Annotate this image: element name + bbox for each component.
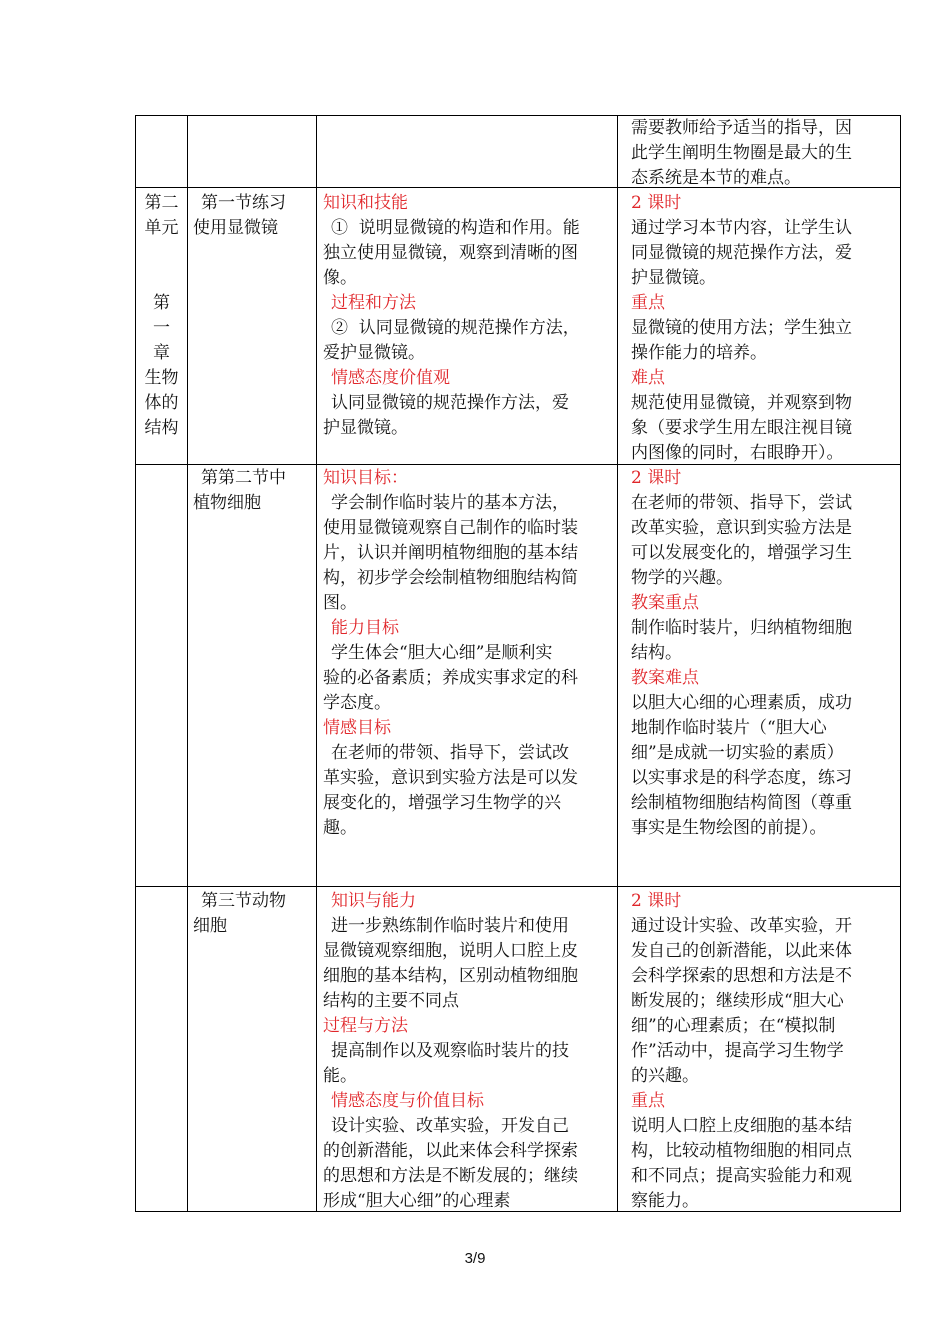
objective-text-line: 片，认识并阐明植物细胞的基本结 bbox=[323, 543, 578, 563]
cell-objectives-row-4 bbox=[323, 889, 615, 1214]
cell-objectives-row-2 bbox=[323, 191, 615, 441]
note-text-line: 内图像的同时，右眼睁开）。 bbox=[631, 443, 844, 463]
note-heading: 2 课时 bbox=[631, 891, 682, 911]
note-text-line: 以实事求是的科学态度，练习 bbox=[631, 768, 852, 788]
objective-text-line: 进一步熟练制作临时装片和使用 bbox=[331, 916, 569, 936]
cell-objectives-row-3 bbox=[323, 466, 615, 841]
objective-heading: 过程和方法 bbox=[331, 293, 416, 313]
note-text-line: 事实是生物绘图的前提）。 bbox=[631, 818, 827, 838]
note-text-line: 可以发展变化的，增强学习生 bbox=[631, 543, 852, 563]
note-text-line: 同显微镜的规范操作方法，爱 bbox=[631, 243, 852, 263]
note-text-line: 细”是成就一切实验的素质） bbox=[631, 743, 844, 763]
objective-text-line: 结构的主要不同点 bbox=[323, 991, 459, 1011]
section-title-line: 第三节动物 bbox=[201, 891, 286, 911]
note-text-line: 构，比较动植物细胞的相同点 bbox=[631, 1141, 852, 1161]
section-title-line: 细胞 bbox=[193, 916, 227, 936]
objective-text-line: 构，初步学会绘制植物细胞结构简 bbox=[323, 568, 578, 588]
section-title-line: 植物细胞 bbox=[193, 493, 261, 513]
objective-text-line: ② 认同显微镜的规范操作方法， bbox=[331, 318, 580, 338]
note-text-line: 断发展的；继续形成“胆大心 bbox=[631, 991, 844, 1011]
objective-text-line: 独立使用显微镜，观察到清晰的图 bbox=[323, 243, 578, 263]
note-text-line: 物学的兴趣。 bbox=[631, 568, 733, 588]
note-text-line: 规范使用显微镜，并观察到物 bbox=[631, 393, 852, 413]
note-text-line: 说明人口腔上皮细胞的基本结 bbox=[631, 1116, 852, 1136]
cell-notes-row-1 bbox=[631, 116, 899, 191]
objective-text-line: 护显微镜。 bbox=[323, 418, 408, 438]
objective-text-line: 形成“胆大心细”的心理素 bbox=[323, 1191, 511, 1211]
column-divider-section bbox=[316, 115, 317, 1212]
objective-heading: 知识目标： bbox=[323, 468, 408, 488]
note-heading: 教案重点 bbox=[631, 593, 699, 613]
objective-text-line: 学态度。 bbox=[323, 693, 391, 713]
note-text-line: 操作能力的培养。 bbox=[631, 343, 767, 363]
cell-unit-row-2 bbox=[136, 191, 187, 441]
page-number: 3/9 bbox=[464, 1250, 486, 1267]
unit-text-line: 体的 bbox=[144, 393, 179, 413]
unit-text-line: 单元 bbox=[144, 218, 179, 238]
unit-text-line: 第 bbox=[153, 293, 170, 313]
unit-text-line: 第二 bbox=[144, 193, 179, 213]
row-divider-3 bbox=[135, 886, 901, 887]
objective-heading: 知识与能力 bbox=[331, 891, 416, 911]
note-text-line: 制作临时装片，归纳植物细胞 bbox=[631, 618, 852, 638]
cell-section-row-2 bbox=[193, 191, 315, 241]
objective-text-line: 学生体会“胆大心细”是顺利实 bbox=[331, 643, 553, 663]
note-text-line: 通过设计实验、改革实验，开 bbox=[631, 916, 852, 936]
note-text-line: 显微镜的使用方法；学生独立 bbox=[631, 318, 852, 338]
note-text-line: 的兴趣。 bbox=[631, 1066, 699, 1086]
cell-notes-row-2 bbox=[631, 191, 899, 466]
objective-text-line: 在老师的带领、指导下，尝试改 bbox=[331, 743, 569, 763]
objective-text-line: 像。 bbox=[323, 268, 357, 288]
objective-text-line: 使用显微镜观察自己制作的临时装 bbox=[323, 518, 578, 538]
note-text-line: 态系统是本节的难点。 bbox=[631, 168, 801, 188]
objective-text-line: 验的必备素质；养成实事求定的科 bbox=[323, 668, 578, 688]
note-heading: 2 课时 bbox=[631, 193, 682, 213]
note-text-line: 地制作临时装片（“胆大心 bbox=[631, 718, 827, 738]
note-text-line: 细”的心理素质；在“模拟制 bbox=[631, 1016, 836, 1036]
objective-heading: 情感目标 bbox=[323, 718, 391, 738]
note-text-line: 绘制植物细胞结构简图（尊重 bbox=[631, 793, 852, 813]
unit-text-line bbox=[136, 266, 187, 291]
cell-section-row-3 bbox=[193, 466, 315, 516]
objective-text-line: 革实验，意识到实验方法是可以发 bbox=[323, 768, 578, 788]
note-text-line: 发自己的创新潜能，以此来体 bbox=[631, 941, 852, 961]
objective-text-line: 设计实验、改革实验，开发自己 bbox=[331, 1116, 569, 1136]
objective-heading: 知识和技能 bbox=[323, 193, 408, 213]
unit-text-line: 一 bbox=[153, 318, 170, 338]
unit-text-line bbox=[136, 241, 187, 266]
column-divider-objectives bbox=[617, 115, 618, 1212]
note-text-line: 此学生阐明生物圈是最大的生 bbox=[631, 143, 852, 163]
note-text-line: 需要教师给予适当的指导，因 bbox=[631, 118, 852, 138]
syllabus-table bbox=[135, 115, 901, 1212]
note-text-line: 作”活动中，提高学习生物学 bbox=[631, 1041, 844, 1061]
cell-notes-row-4 bbox=[631, 889, 899, 1214]
section-title-line: 使用显微镜 bbox=[193, 218, 278, 238]
unit-text-line: 章 bbox=[153, 343, 170, 363]
note-text-line: 通过学习本节内容，让学生认 bbox=[631, 218, 852, 238]
objective-text-line: 提高制作以及观察临时装片的技 bbox=[331, 1041, 569, 1061]
objective-heading: 过程与方法 bbox=[323, 1016, 408, 1036]
objective-text-line: ① 说明显微镜的构造和作用。能 bbox=[331, 218, 580, 238]
note-text-line: 以胆大心细的心理素质，成功 bbox=[631, 693, 852, 713]
objective-text-line: 爱护显微镜。 bbox=[323, 343, 425, 363]
section-title-line: 第第二节中 bbox=[201, 468, 286, 488]
note-text-line: 护显微镜。 bbox=[631, 268, 716, 288]
table-border-right bbox=[900, 115, 901, 1212]
column-divider-unit bbox=[187, 115, 188, 1212]
section-title-line: 第一节练习 bbox=[201, 193, 286, 213]
objective-text-line: 认同显微镜的规范操作方法，爱 bbox=[331, 393, 569, 413]
note-text-line: 在老师的带领、指导下，尝试 bbox=[631, 493, 852, 513]
objective-heading: 情感态度价值观 bbox=[331, 368, 450, 388]
objective-text-line: 细胞的基本结构，区别动植物细胞 bbox=[323, 966, 578, 986]
note-text-line: 和不同点；提高实验能力和观 bbox=[631, 1166, 852, 1186]
cell-notes-row-3 bbox=[631, 466, 899, 841]
objective-text-line: 图。 bbox=[323, 593, 357, 613]
note-heading: 难点 bbox=[631, 368, 665, 388]
note-heading: 教案难点 bbox=[631, 668, 699, 688]
objective-text-line: 的思想和方法是不断发展的；继续 bbox=[323, 1166, 578, 1186]
objective-heading: 能力目标 bbox=[331, 618, 399, 638]
objective-text-line: 能。 bbox=[323, 1066, 357, 1086]
objective-text-line: 的创新潜能，以此来体会科学探索 bbox=[323, 1141, 578, 1161]
note-text-line: 会科学探索的思想和方法是不 bbox=[631, 966, 852, 986]
note-text-line: 察能力。 bbox=[631, 1191, 699, 1211]
objective-text-line: 显微镜观察细胞，说明人口腔上皮 bbox=[323, 941, 578, 961]
objective-text-line: 学会制作临时装片的基本方法， bbox=[331, 493, 569, 513]
note-heading: 重点 bbox=[631, 1091, 665, 1111]
note-heading: 2 课时 bbox=[631, 468, 682, 488]
note-text-line: 结构。 bbox=[631, 643, 682, 663]
cell-section-row-4 bbox=[193, 889, 315, 939]
unit-text-line: 生物 bbox=[144, 368, 179, 388]
objective-text-line: 趣。 bbox=[323, 818, 357, 838]
objective-heading: 情感态度与价值目标 bbox=[331, 1091, 484, 1111]
unit-text-line: 结构 bbox=[144, 418, 179, 438]
objective-text-line: 展变化的，增强学习生物学的兴 bbox=[323, 793, 561, 813]
note-heading: 重点 bbox=[631, 293, 665, 313]
note-text-line: 象（要求学生用左眼注视目镜 bbox=[631, 418, 852, 438]
note-text-line: 改革实验，意识到实验方法是 bbox=[631, 518, 852, 538]
